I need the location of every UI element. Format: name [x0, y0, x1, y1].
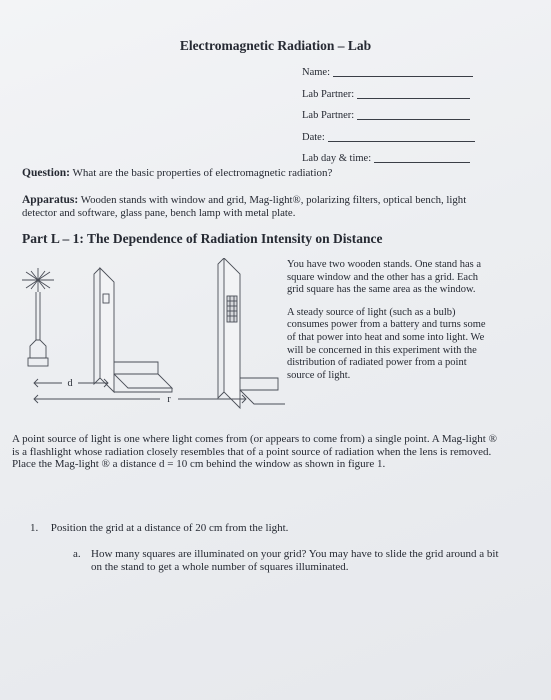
side-paragraph-source: A steady source of light (such as a bulb) consumes power from a battery and turns some of that power into heat and some into light. We will be concerned in this experiment with the distribution of radiated power from a point source of light.	[287, 306, 486, 381]
step-1a-text: How many squares are illuminated on your grid? You may have to slide the grid around a bit on the stand to get a whole number of squares illuminated.	[91, 548, 499, 573]
date-field-label: Date:	[302, 131, 325, 143]
apparatus-label: Apparatus:	[22, 194, 79, 206]
lab-day-time-field-label: Lab day & time:	[302, 153, 372, 164]
apparatus-text: Wooden stands with window and grid, Mag-light®, polarizing filters, optical bench, light detector and software, glass pane, bench lamp with metal plate.	[22, 194, 467, 219]
light-source-icon	[22, 268, 54, 366]
window-stand-icon	[94, 268, 172, 392]
step-1a	[73, 548, 501, 573]
name-field-row	[302, 67, 475, 89]
question-text: What are the basic properties of electromagnetic radiation?	[72, 167, 333, 179]
lab-partner-1-field-label: Lab Partner:	[302, 88, 355, 100]
question-line	[22, 167, 332, 179]
date-field-line[interactable]	[328, 132, 475, 142]
apparatus-paragraph	[22, 194, 502, 219]
distance-d-label: d	[67, 378, 73, 389]
figure-1-diagram	[10, 258, 285, 418]
side-paragraph-stands: You have two wooden stands. One stand has a square window and the other has a grid. Each grid square has the same area as the window.	[287, 259, 482, 296]
name-field-label: Name:	[302, 67, 330, 78]
document-title: Electromagnetic Radiation – Lab	[179, 38, 372, 53]
question-label: Question:	[22, 167, 70, 179]
student-info-block	[302, 67, 475, 175]
lab-partner-1-field-row	[302, 89, 475, 111]
point-source-paragraph: A point source of light is one where light comes from (or appears to come from) a single point. A Mag-light ® is a flashlight whose radiation closely resembles that of a point source of radiation when the lens is removed. Place the Mag-light ® a distance d = 10 cm behind the window as shown in figure 1.	[12, 433, 497, 471]
lab-day-time-field-line[interactable]	[374, 153, 470, 163]
step-1-text: Position the grid at a distance of 20 cm from the light.	[50, 522, 289, 534]
lab-partner-2-field-row	[302, 110, 475, 132]
step-1	[30, 522, 288, 534]
distance-r-label: r	[167, 394, 171, 405]
grid-stand-icon	[218, 258, 285, 408]
name-field-line[interactable]	[333, 67, 473, 77]
figure-side-text	[287, 259, 487, 392]
lab-partner-2-field-label: Lab Partner:	[302, 110, 355, 121]
distance-r-arrow	[34, 395, 246, 403]
step-1a-letter: a.	[73, 548, 81, 560]
date-field-row	[302, 132, 475, 154]
lab-partner-1-field-line[interactable]	[357, 89, 470, 99]
step-1-number: 1.	[30, 522, 39, 534]
part-heading: Part L – 1: The Dependence of Radiation Intensity on Distance	[22, 231, 383, 246]
lab-partner-2-field-line[interactable]	[357, 110, 470, 120]
